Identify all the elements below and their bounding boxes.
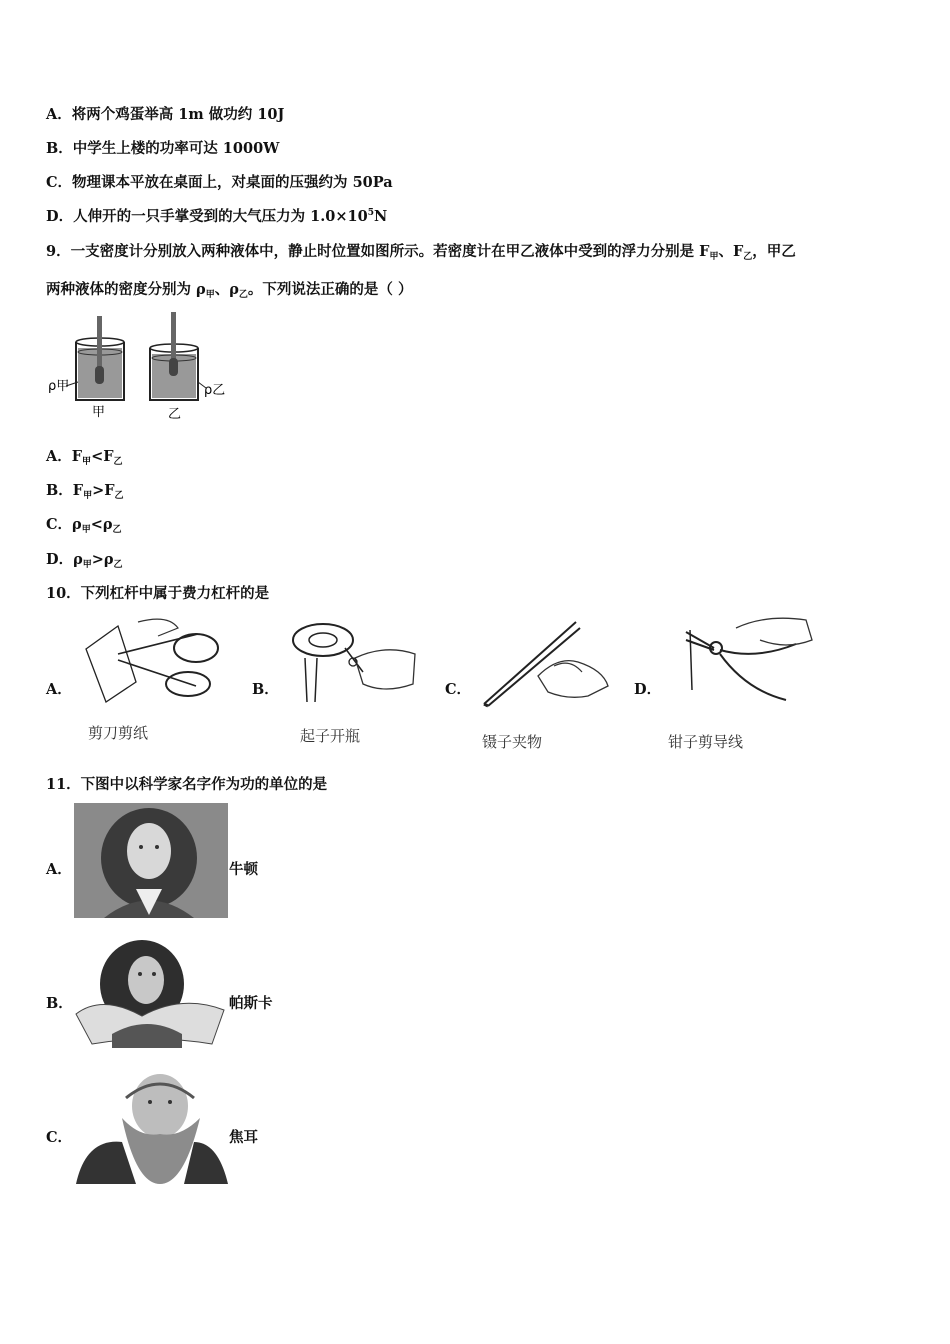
q10-label-d: D． bbox=[634, 681, 662, 698]
q9-sub-jia: 甲 bbox=[709, 252, 719, 262]
q9-c-op: <ρ bbox=[90, 516, 113, 533]
q9-d-pre: D．ρ bbox=[46, 551, 83, 568]
q9-stem-text-b: 、F bbox=[718, 243, 744, 260]
q9-d-op: >ρ bbox=[91, 551, 114, 568]
q8-option-d-unit: N bbox=[373, 208, 388, 225]
pliers-cutting-wire-image bbox=[666, 610, 816, 710]
pascal-portrait-image bbox=[72, 934, 228, 1048]
q9-stem-line1 bbox=[46, 240, 796, 261]
q11-name-c: 焦耳 bbox=[229, 1129, 258, 1146]
q9-stem2-sub-jia: 甲 bbox=[205, 290, 215, 300]
q9-option-b bbox=[46, 479, 124, 500]
q9-b-pre: B．F bbox=[46, 482, 84, 499]
q8-option-b: B．中学生上楼的功率可达 1000W bbox=[46, 140, 280, 157]
rho-yi-label: ρ乙 bbox=[204, 383, 226, 398]
scissors-cutting-paper-image bbox=[78, 614, 228, 709]
q9-option-c bbox=[46, 513, 122, 534]
q9-c-sub1: 甲 bbox=[81, 525, 91, 535]
hydrometer-figure bbox=[46, 310, 236, 425]
q8-option-c: C．物理课本平放在桌面上，对桌面的压强约为 50Pa bbox=[46, 174, 393, 191]
q10-caption-a: 剪刀剪纸 bbox=[88, 724, 149, 742]
q10-title: 10．下列杠杆中属于费力杠杆的是 bbox=[46, 585, 270, 602]
q9-stem2-text-c: 。下列说法正确的是（ ） bbox=[247, 281, 413, 298]
q11-label-a: A． bbox=[46, 861, 72, 878]
q9-a-op: <F bbox=[91, 448, 114, 465]
q9-a-pre: A．F bbox=[46, 448, 83, 465]
q9-c-pre: C．ρ bbox=[46, 516, 82, 533]
q9-sub-yi: 乙 bbox=[743, 252, 753, 262]
tweezers-image bbox=[478, 616, 613, 711]
q11-title: 11．下图中以科学家名字作为功的单位的是 bbox=[46, 776, 328, 793]
q10-caption-d: 钳子剪导线 bbox=[668, 733, 744, 751]
q9-stem-line2 bbox=[46, 278, 412, 299]
q9-option-a bbox=[46, 445, 123, 466]
beaker-jia bbox=[76, 316, 124, 400]
q9-stem-text-c: ，甲乙 bbox=[752, 243, 796, 260]
q9-a-sub2: 乙 bbox=[113, 457, 123, 467]
beaker-yi bbox=[150, 312, 198, 400]
q11-label-b: B． bbox=[46, 995, 73, 1012]
q11-name-a: 牛顿 bbox=[229, 861, 258, 878]
q9-d-sub1: 甲 bbox=[82, 560, 92, 570]
q8-option-d bbox=[46, 205, 387, 226]
q10-label-c: C． bbox=[445, 681, 472, 698]
q9-b-op: >F bbox=[92, 482, 115, 499]
q9-option-d bbox=[46, 548, 123, 569]
beaker-jia-label: 甲 bbox=[92, 405, 106, 420]
q8-option-d-text: D．人伸开的一只手掌受到的大气压力为 1.0×10 bbox=[46, 208, 368, 225]
q9-d-sub2: 乙 bbox=[113, 560, 123, 570]
q9-stem2-text-a: 两种液体的密度分别为 ρ bbox=[46, 281, 206, 298]
q10-caption-c: 镊子夹物 bbox=[482, 733, 543, 751]
q9-c-sub2: 乙 bbox=[112, 525, 122, 535]
q10-label-b: B． bbox=[252, 681, 279, 698]
q11-name-b: 帕斯卡 bbox=[229, 995, 273, 1012]
q8-option-a: A．将两个鸡蛋举高 1m 做功约 10J bbox=[46, 106, 285, 123]
beaker-yi-label: 乙 bbox=[168, 407, 182, 422]
rho-jia-label: ρ甲 bbox=[48, 379, 70, 394]
q9-a-sub1: 甲 bbox=[82, 457, 92, 467]
q10-label-a: A． bbox=[46, 681, 72, 698]
q9-b-sub2: 乙 bbox=[114, 491, 124, 501]
q10-caption-b: 起子开瓶 bbox=[300, 727, 361, 745]
q9-stem-text-a: 9．一支密度计分别放入两种液体中，静止时位置如图所示。若密度计在甲乙液体中受到的浮力分别是 F bbox=[46, 243, 710, 260]
newton-portrait-image bbox=[74, 803, 228, 918]
bottle-opener-image bbox=[285, 614, 420, 709]
q9-stem2-sub-yi: 乙 bbox=[238, 290, 248, 300]
q11-label-c: C． bbox=[46, 1129, 73, 1146]
q9-stem2-text-b: 、ρ bbox=[214, 281, 239, 298]
q9-b-sub1: 甲 bbox=[83, 491, 93, 501]
q8-option-d-exponent: 5 bbox=[367, 208, 374, 218]
joule-portrait-image bbox=[76, 1068, 228, 1184]
